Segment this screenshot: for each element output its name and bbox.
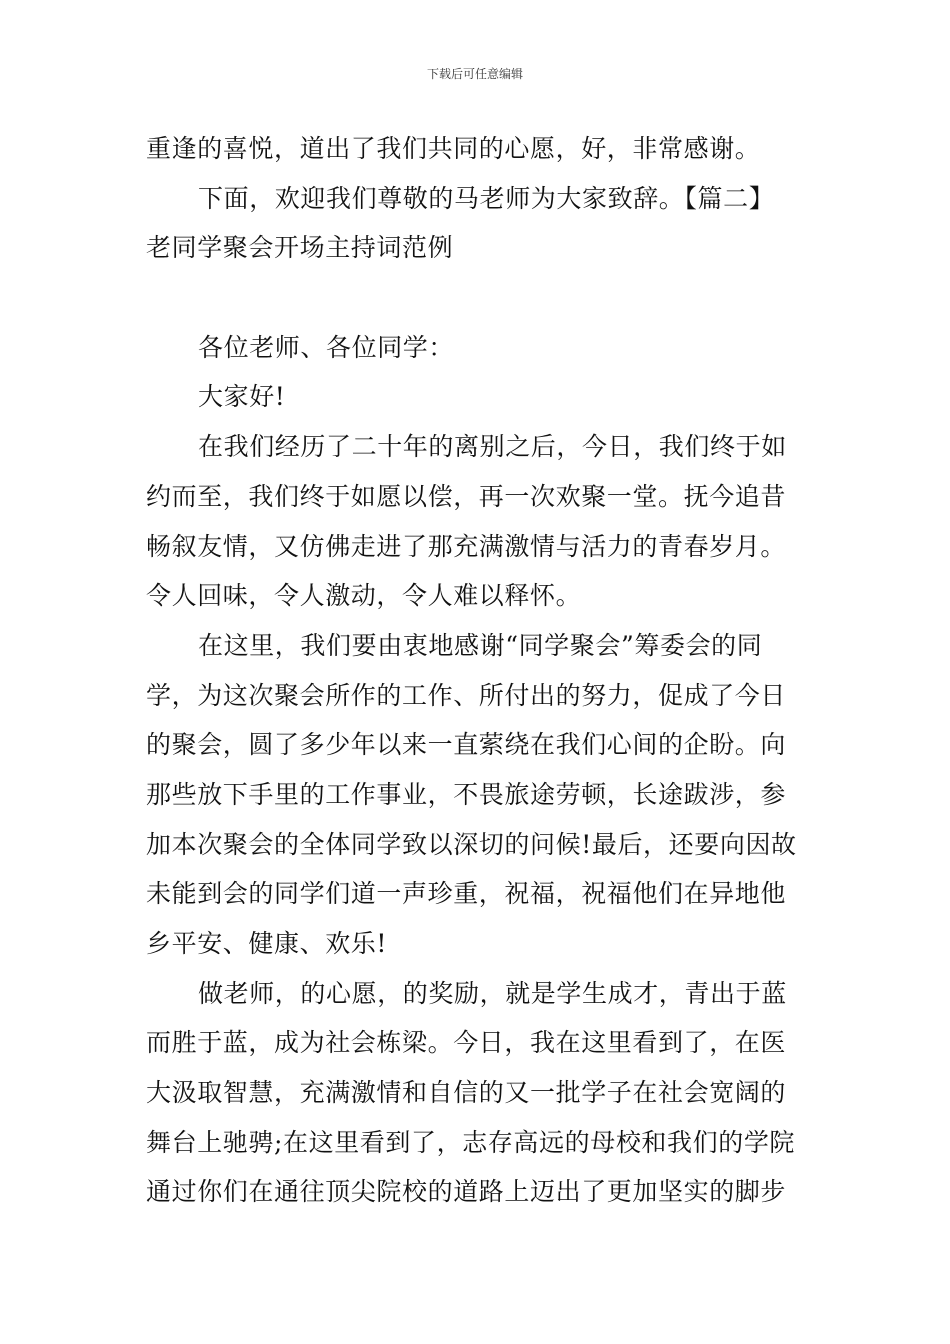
text-line: 的聚会，圆了多少年以来一直萦绕在我们心间的企盼。向 <box>146 730 787 760</box>
section-title: 老同学聚会开场主持词范例 <box>146 233 454 263</box>
text-line: 令人回味，令人激动，令人难以释怀。 <box>146 581 582 611</box>
salutation: 各位老师、各位同学： <box>198 332 455 362</box>
text-line: 学，为这次聚会所作的工作、所付出的努力，促成了今日 <box>146 680 787 710</box>
text-line: 未能到会的同学们道一声珍重，祝福，祝福他们在异地他 <box>146 879 787 909</box>
text-line: 做老师，的心愿，的奖励，就是学生成才，青出于蓝 <box>198 978 787 1008</box>
text-line: 乡平安、健康、欢乐! <box>146 929 388 958</box>
text-line: 畅叙友情，又仿佛走进了那充满激情与活力的青春岁月。 <box>146 531 787 561</box>
text-line: 而胜于蓝，成为社会栋梁。今日，我在这里看到了，在医 <box>146 1028 787 1058</box>
page-header: 下载后可任意编辑 <box>426 67 523 81</box>
greeting: 大家好! <box>198 382 286 412</box>
text-line: 舞台上驰骋;在这里看到了，志存高远的母校和我们的学院 <box>146 1127 796 1157</box>
text-line: 大汲取智慧，充满激情和自信的又一批学子在社会宽阔的 <box>146 1078 787 1108</box>
text-line: 在这里，我们要由衷地感谢“同学聚会”筹委会的同 <box>198 630 763 660</box>
text-line: 那些放下手里的工作事业，不畏旅途劳顿，长途跋涉，参 <box>146 779 787 809</box>
text-line: 约而至，我们终于如愿以偿，再一次欢聚一堂。抚今追昔 <box>146 481 787 511</box>
text-line: 加本次聚会的全体同学致以深切的问候!最后，还要向因故 <box>146 829 797 859</box>
document-body <box>146 124 810 1217</box>
text-line: 通过你们在通往顶尖院校的道路上迈出了更加坚实的脚步 <box>146 1177 787 1207</box>
text-line: 下面，欢迎我们尊敬的马老师为大家致辞。【篇二】 <box>198 183 775 213</box>
text-line: 在我们经历了二十年的离别之后，今日，我们终于如 <box>198 432 787 462</box>
text-line: 重逢的喜悦，道出了我们共同的心愿，好，非常感谢。 <box>146 134 761 163</box>
paragraph-gap <box>146 273 810 323</box>
